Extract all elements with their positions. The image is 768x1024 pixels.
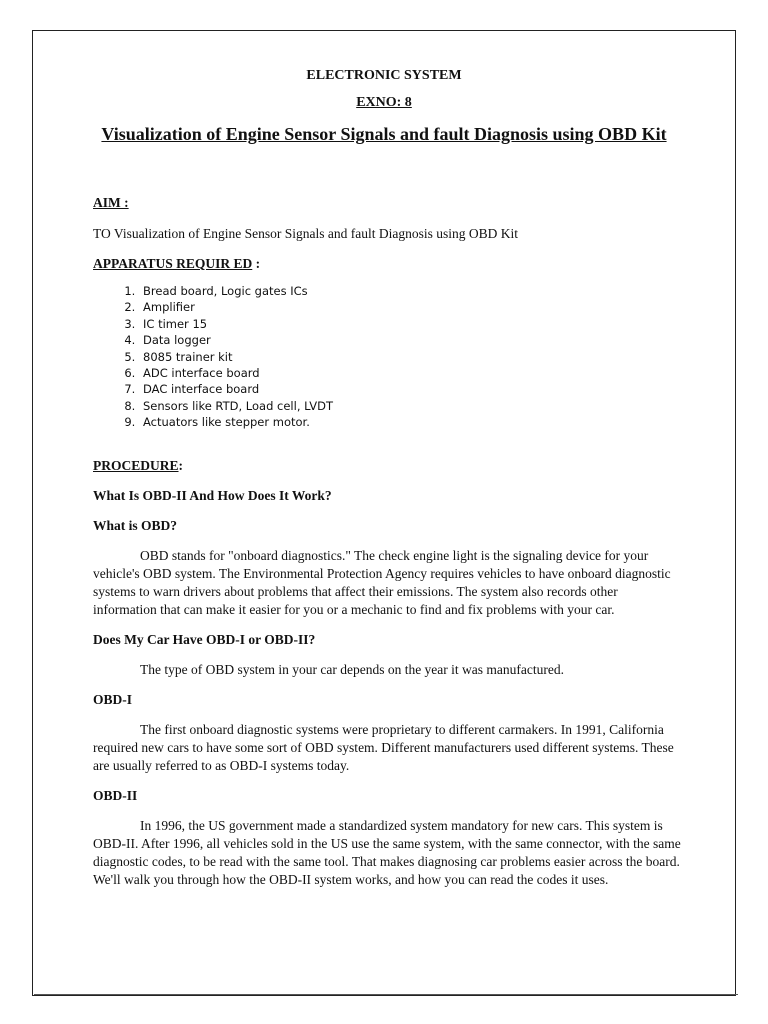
list-item: 7. DAC interface board <box>139 381 683 397</box>
page-border-shadow <box>34 994 738 995</box>
list-item: 1. Bread board, Logic gates ICs <box>139 283 683 299</box>
list-item: 3. IC timer 15 <box>139 316 683 332</box>
list-item: 8. Sensors like RTD, Load cell, LVDT <box>139 398 683 414</box>
list-item: 6. ADC interface board <box>139 365 683 381</box>
apparatus-heading-text: APPARATUS REQUIR ED <box>93 256 253 271</box>
document-title-text: Visualization of Engine Sensor Signals and fault Diagnosis using OBD Kit <box>101 124 667 144</box>
list-item: 5. 8085 trainer kit <box>139 349 683 365</box>
aim-heading-text: AIM : <box>93 195 129 210</box>
apparatus-heading-colon: : <box>252 256 261 271</box>
procedure-heading-colon: : <box>178 457 184 473</box>
obd1-heading: OBD-I <box>93 691 133 707</box>
procedure-heading-text: PROCEDURE <box>93 457 179 473</box>
question-what-is-obd: What is OBD? <box>93 517 178 533</box>
question-obd-how: What Is OBD-II And How Does It Work? <box>93 487 332 503</box>
aim-heading <box>93 194 683 212</box>
aim-text: TO Visualization of Engine Sensor Signals and fault Diagnosis using OBD Kit <box>93 226 519 241</box>
list-item: 4. Data logger <box>139 332 683 348</box>
document-title <box>0 124 768 145</box>
list-item: 9. Actuators like stepper motor. <box>139 414 683 430</box>
course-heading: ELECTRONIC SYSTEM <box>306 68 462 83</box>
paragraph-obd-type: The type of OBD system in your car depends on the year it was manufactured. <box>140 661 564 677</box>
procedure-heading <box>93 457 683 475</box>
paragraph-obd-definition: OBD stands for "onboard diagnostics." The check engine light is the signaling device for your vehicle's OBD system. The Environmental Protection Agency requires vehicles to have onboard diagnostic systems to warn drivers about problems that affect their emissions. The system also records other information that can make it easier for you or a mechanic to find and fix problems with your car. <box>93 547 671 617</box>
obd2-heading: OBD-II <box>93 787 138 803</box>
apparatus-list <box>93 283 683 431</box>
list-item: 2. Amplifier <box>139 299 683 315</box>
document-body <box>93 194 683 901</box>
experiment-number <box>0 95 768 111</box>
paragraph-obd2: In 1996, the US government made a standardized system mandatory for new cars. This system is OBD-II. After 1996, all vehicles sold in the US use the same system, with the same connector, with the same diagnostic codes, to be read with the same tool. That makes diagnosing car problems easier across the board. We'll walk you through how the OBD-II system works, and how you can read the codes it uses. <box>93 817 681 887</box>
experiment-number-text: EXNO: 8 <box>356 95 412 110</box>
question-which-obd: Does My Car Have OBD-I or OBD-II? <box>93 631 316 647</box>
apparatus-heading <box>93 255 683 273</box>
paragraph-obd1: The first onboard diagnostic systems were proprietary to different carmakers. In 1991, California required new cars to have some sort of OBD system. Different manufacturers used different systems. These are usually referred to as OBD-I systems today. <box>93 721 674 773</box>
